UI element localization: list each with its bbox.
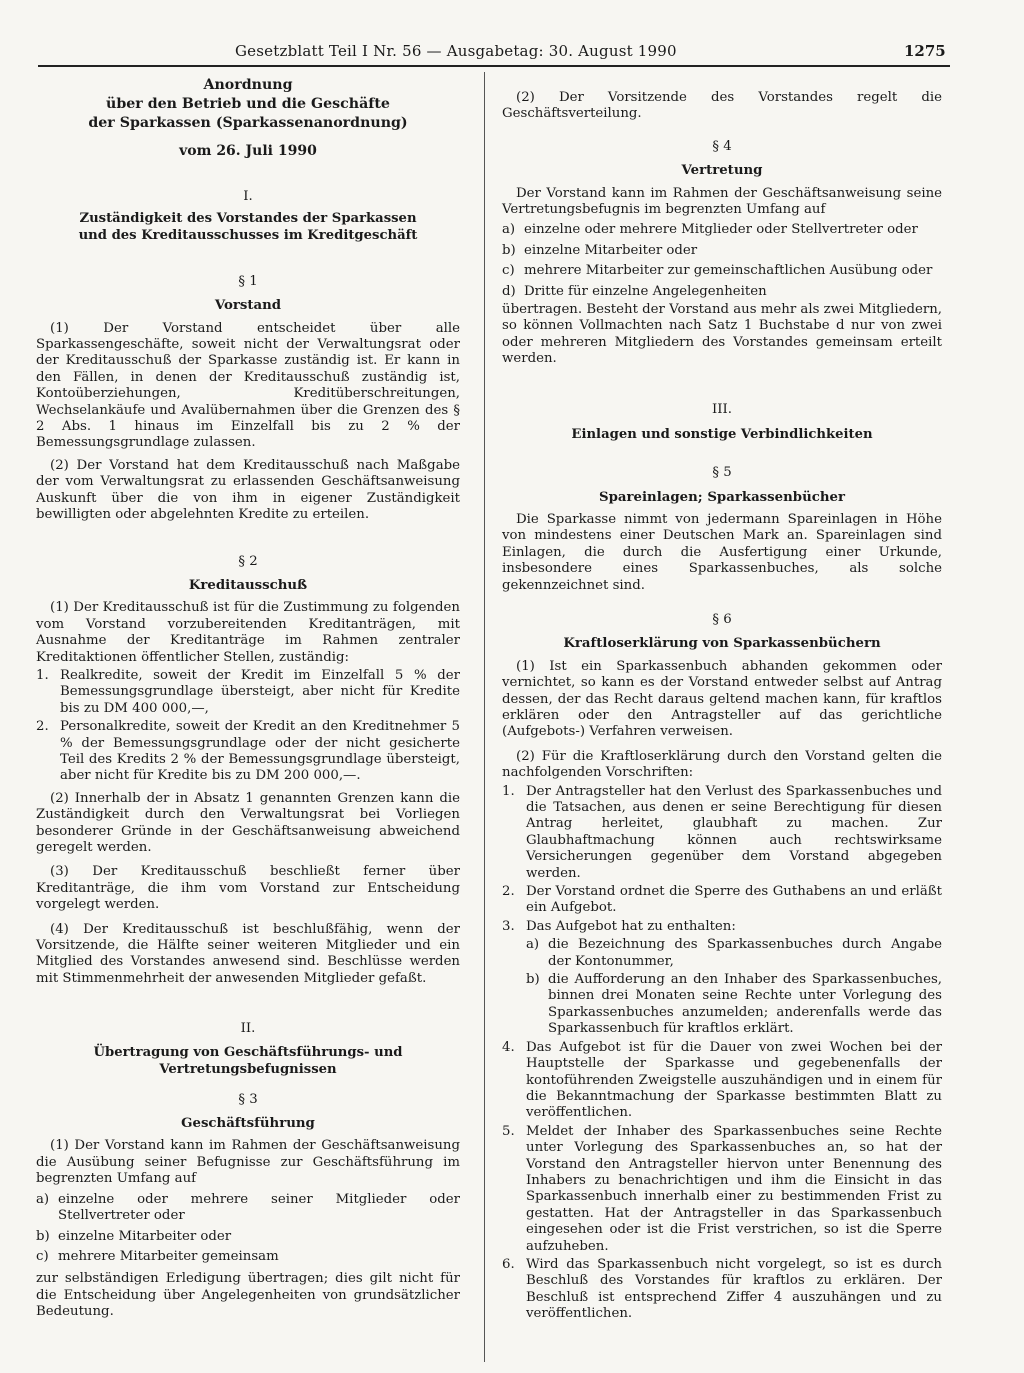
part-title xyxy=(36,210,460,244)
list-item xyxy=(502,1040,942,1122)
list-item-text: einzelne oder mehrere seiner Mitglieder oder Stellvertreter oder xyxy=(58,1191,460,1224)
section-number: § 1 xyxy=(238,273,258,289)
list-item xyxy=(36,1192,460,1225)
sub-list-item xyxy=(502,972,942,1038)
list-item xyxy=(502,919,942,935)
list-item xyxy=(502,263,942,279)
part-title-line: Zuständigkeit des Vorstandes der Sparkassen xyxy=(79,210,417,226)
part-title-line: Übertragung von Geschäftsführungs- und xyxy=(93,1044,403,1060)
paragraph: (1) Der Vorstand entscheidet über alle Sparkassengeschäfte, soweit nicht der Verwaltungsrat oder der Kreditausschuß der Sparkasse zuständig ist. Er kann in den Fällen, in denen der Kreditausschuß zuständig ist, Kontoüberziehungen, Kreditüberschreitungen, Wechselankäufe und Avalübernahmen über die Grenzen des § 2 Abs. 1 hinaus im Einzelfall bis zu 2 % der Bemessungsgrundlage zulassen. xyxy=(36,320,460,451)
list-item-label: 4. xyxy=(502,1039,515,1055)
part-number: I. xyxy=(243,189,253,205)
paragraph: (1) Der Kreditausschuß ist für die Zustimmung zu folgenden vom Vorstand vorzubereitenden Kreditanträgen, mit Ausnahme der Kreditanträge im Rahmen zentraler Kreditaktionen öffentlicher Stellen, zuständig: xyxy=(36,600,460,665)
list-item-text: Das Aufgebot hat zu enthalten: xyxy=(526,918,736,934)
list-item-text: Dritte für einzelne Angelegenheiten xyxy=(524,283,767,299)
list-item-label: b) xyxy=(502,242,516,258)
list-item xyxy=(502,243,942,259)
list-item-text: einzelne oder mehrere Mitglieder oder Stellvertreter oder xyxy=(524,222,918,238)
title-line: der Sparkassen (Sparkassenanordnung) xyxy=(88,115,408,131)
paragraph: (2) Der Vorstand hat dem Kreditausschuß nach Maßgabe der vom Verwaltungsrat zu erlassenden Geschäftsanweisung Auskunft über die von ihm in eigener Zuständigkeit bewilligten oder abgelehnten Kredite zu erteilen. xyxy=(36,457,460,523)
list-item xyxy=(36,668,460,717)
list-item-label: 3. xyxy=(502,918,515,934)
section-title: Geschäftsführung xyxy=(181,1116,315,1132)
paragraph: (4) Der Kreditausschuß ist beschlußfähig, wenn der Vorsitzende, die Hälfte seiner weiteren Mitglieder und ein Mitglied des Vorstandes anwesend sind. Beschlüsse werden mit Stimmenmehrheit der anwesenden Mitglieder gefaßt. xyxy=(36,921,460,986)
paragraph: (2) Innerhalb der in Absatz 1 genannten Grenzen kann die Zuständigkeit durch den Verwaltungsrat bei Vorliegen besonderer Gründe in der Geschäftsanweisung abweichend geregelt werden. xyxy=(36,790,460,855)
part-title: Einlagen und sonstige Verbindlichkeiten xyxy=(571,427,873,443)
document-date: vom 26. Juli 1990 xyxy=(179,143,317,159)
list-item-text: die Aufforderung an den Inhaber des Sparkassenbuches, binnen drei Monaten seine Rechte unter Vorlegung des Sparkassenbuches anzumelden; anderenfalls werde das Sparkassenbuch für kraftlos erklärt. xyxy=(548,972,942,1037)
section-title: Vorstand xyxy=(214,298,282,314)
list-item xyxy=(36,1249,460,1265)
list-item-text: Wird das Sparkassenbuch nicht vorgelegt, so ist es durch Beschluß des Vorstandes für kraftlos zu erklären. Der Beschluß ist entsprechend Ziffer 4 auszuhängen und zu veröffentlichen. xyxy=(526,1256,942,1322)
left-column xyxy=(36,76,460,1321)
list-item-text: Der Antragsteller hat den Verlust des Sparkassenbuches und die Tatsachen, aus denen er seine Berechtigung für diesen Antrag herleitet, glaubhaft zu machen. Zur Glaubhaftmachung können auch rechtswirksame Versicherungen gegenüber dem Vorstand abgegeben werden. xyxy=(526,783,942,881)
paragraph: Der Vorstand kann im Rahmen der Geschäftsanweisung seine Vertretungsbefugnis im begrenzten Umfang auf xyxy=(502,185,942,218)
list-item-text: Das Aufgebot ist für die Dauer von zwei Wochen bei der Hauptstelle der Sparkasse und gegebenenfalls der kontoführenden Zweigstelle auszuhändigen und in einem für die Bekanntmachung der Sparkasse bestimmten Blatt zu veröffentlichen. xyxy=(526,1039,942,1121)
list-item-text: die Bezeichnung des Sparkassenbuches durch Angabe der Kontonummer, xyxy=(548,937,942,969)
section-title: Kreditausschuß xyxy=(188,577,308,593)
section-title: Spareinlagen; Sparkassenbücher xyxy=(599,489,845,505)
header-rule xyxy=(38,65,950,67)
paragraph: (1) Ist ein Sparkassenbuch abhanden gekommen oder vernichtet, so kann es der Vorstand entweder selbst auf Antrag dessen, der das Recht daraus geltend machen kann, für kraftlos erklären oder den Antragsteller auf das gerichtliche (Aufgebots-) Verfahren verweisen. xyxy=(502,658,942,740)
list-item xyxy=(502,884,942,917)
list-item-text: Meldet der Inhaber des Sparkassenbuches seine Rechte unter Vorlegung des Sparkassenbuches an, so hat der Vorstand den Antragsteller hiervon unter Benennung des Inhabers zu benachrichtigen und ihm die Einsicht in das Sparkassenbuch innerhalb einer zu bestimmenden Frist zu gestatten. Hat der Antragsteller in das Sparkassenbuch eingesehen oder ist die Frist verstrichen, so ist die Sperre aufzuheben. xyxy=(526,1123,942,1254)
part-title-line: und des Kreditausschusses im Kreditgeschäft xyxy=(78,227,418,243)
list-item-text: mehrere Mitarbeiter zur gemeinschaftlichen Ausübung oder xyxy=(524,263,933,279)
list-item-text: Personalkredite, soweit der Kredit an den Kreditnehmer 5 % der Bemessungsgrundlage oder der nicht gesicherte Teil des Kredits 2 % der Bemessungsgrundlage übersteigt, aber nicht für Kredite bis zu DM 200 000,—. xyxy=(60,719,460,784)
title-line: Anordnung xyxy=(203,77,293,93)
list-item-text: Der Vorstand ordnet die Sperre des Guthabens an und erläßt ein Aufgebot. xyxy=(526,884,942,916)
list-item-label: 2. xyxy=(502,884,515,900)
list-item-text: Realkredite, soweit der Kredit im Einzelfall 5 % der Bemessungsgrundlage übersteigt, aber nicht für Kredite bis zu DM 400 000,—, xyxy=(60,667,460,716)
part-title xyxy=(36,1044,460,1078)
list-item xyxy=(502,1124,942,1255)
section-number: § 5 xyxy=(712,465,732,481)
part-number: III. xyxy=(712,401,732,417)
list-item-label: 1. xyxy=(36,667,49,683)
list-item-label: a) xyxy=(36,1191,50,1207)
paragraph: (2) Der Vorsitzende des Vorstandes regelt die Geschäftsverteilung. xyxy=(502,90,942,122)
paragraph: übertragen. Besteht der Vorstand aus mehr als zwei Mitgliedern, so können Vollmachten nach Satz 1 Buchstabe d nur von zwei oder mehreren Mitgliedern des Vorstandes gemeinsam erteilt werden. xyxy=(502,302,942,367)
section-number: § 2 xyxy=(238,553,258,569)
paragraph: (1) Der Vorstand kann im Rahmen der Geschäftsanweisung die Ausübung seiner Befugnisse zur Geschäftsführung im begrenzten Umfang auf xyxy=(36,1138,460,1187)
list-item-label: 1. xyxy=(502,783,515,799)
document-title xyxy=(36,76,460,133)
list-item-label: d) xyxy=(502,283,516,299)
section-title: Kraftloserklärung von Sparkassenbüchern xyxy=(563,636,881,652)
header-title: Gesetzblatt Teil I Nr. 56 — Ausgabetag: 30. August 1990 xyxy=(235,42,677,60)
list-item-label: c) xyxy=(502,263,515,279)
list-item-label: b) xyxy=(36,1228,50,1244)
section-title: Vertretung xyxy=(681,163,763,179)
paragraph: (2) Für die Kraftloserklärung durch den Vorstand gelten die nachfolgenden Vorschriften: xyxy=(502,748,942,781)
page-header xyxy=(0,38,1024,68)
paragraph: zur selbständigen Erledigung übertragen; dies gilt nicht für die Entscheidung über Angelegenheiten von grundsätzlicher Bedeutung. xyxy=(36,1271,460,1320)
list-item-label: b) xyxy=(526,972,540,988)
part-number: II. xyxy=(240,1021,256,1037)
list-item-text: einzelne Mitarbeiter oder xyxy=(524,242,698,258)
list-item xyxy=(502,222,942,238)
sub-list-item xyxy=(502,937,942,970)
section-number: § 6 xyxy=(712,611,732,627)
list-item-label: c) xyxy=(36,1248,49,1264)
paragraph: (3) Der Kreditausschuß beschließt ferner über Kreditanträge, die ihm vom Vorstand zur Entscheidung vorgelegt werden. xyxy=(36,864,460,913)
list-item xyxy=(502,1257,942,1323)
list-item-label: a) xyxy=(502,222,516,238)
list-item-text: mehrere Mitarbeiter gemeinsam xyxy=(58,1248,279,1264)
section-number: § 4 xyxy=(712,138,732,154)
list-item-label: 6. xyxy=(502,1256,515,1272)
section-number: § 3 xyxy=(238,1091,258,1107)
title-line: über den Betrieb und die Geschäfte xyxy=(106,96,390,112)
list-item xyxy=(502,284,942,300)
list-item xyxy=(36,719,460,785)
right-column xyxy=(502,76,942,1323)
list-item xyxy=(502,784,942,882)
column-divider xyxy=(484,72,485,1362)
list-item xyxy=(36,1229,460,1245)
part-title-line: Vertretungsbefugnissen xyxy=(159,1061,337,1077)
list-item-label: 2. xyxy=(36,719,49,735)
paragraph: Die Sparkasse nimmt von jedermann Spareinlagen in Höhe von mindestens einer Deutschen Mark an. Spareinlagen sind Einlagen, die durch die Ausfertigung einer Urkunde, insbesondere eines Sparkassenbuches, als solche gekennzeichnet sind. xyxy=(502,511,942,593)
list-item-label: a) xyxy=(526,937,540,953)
page-number: 1275 xyxy=(904,42,946,60)
list-item-label: 5. xyxy=(502,1123,515,1139)
list-item-text: einzelne Mitarbeiter oder xyxy=(58,1228,232,1244)
